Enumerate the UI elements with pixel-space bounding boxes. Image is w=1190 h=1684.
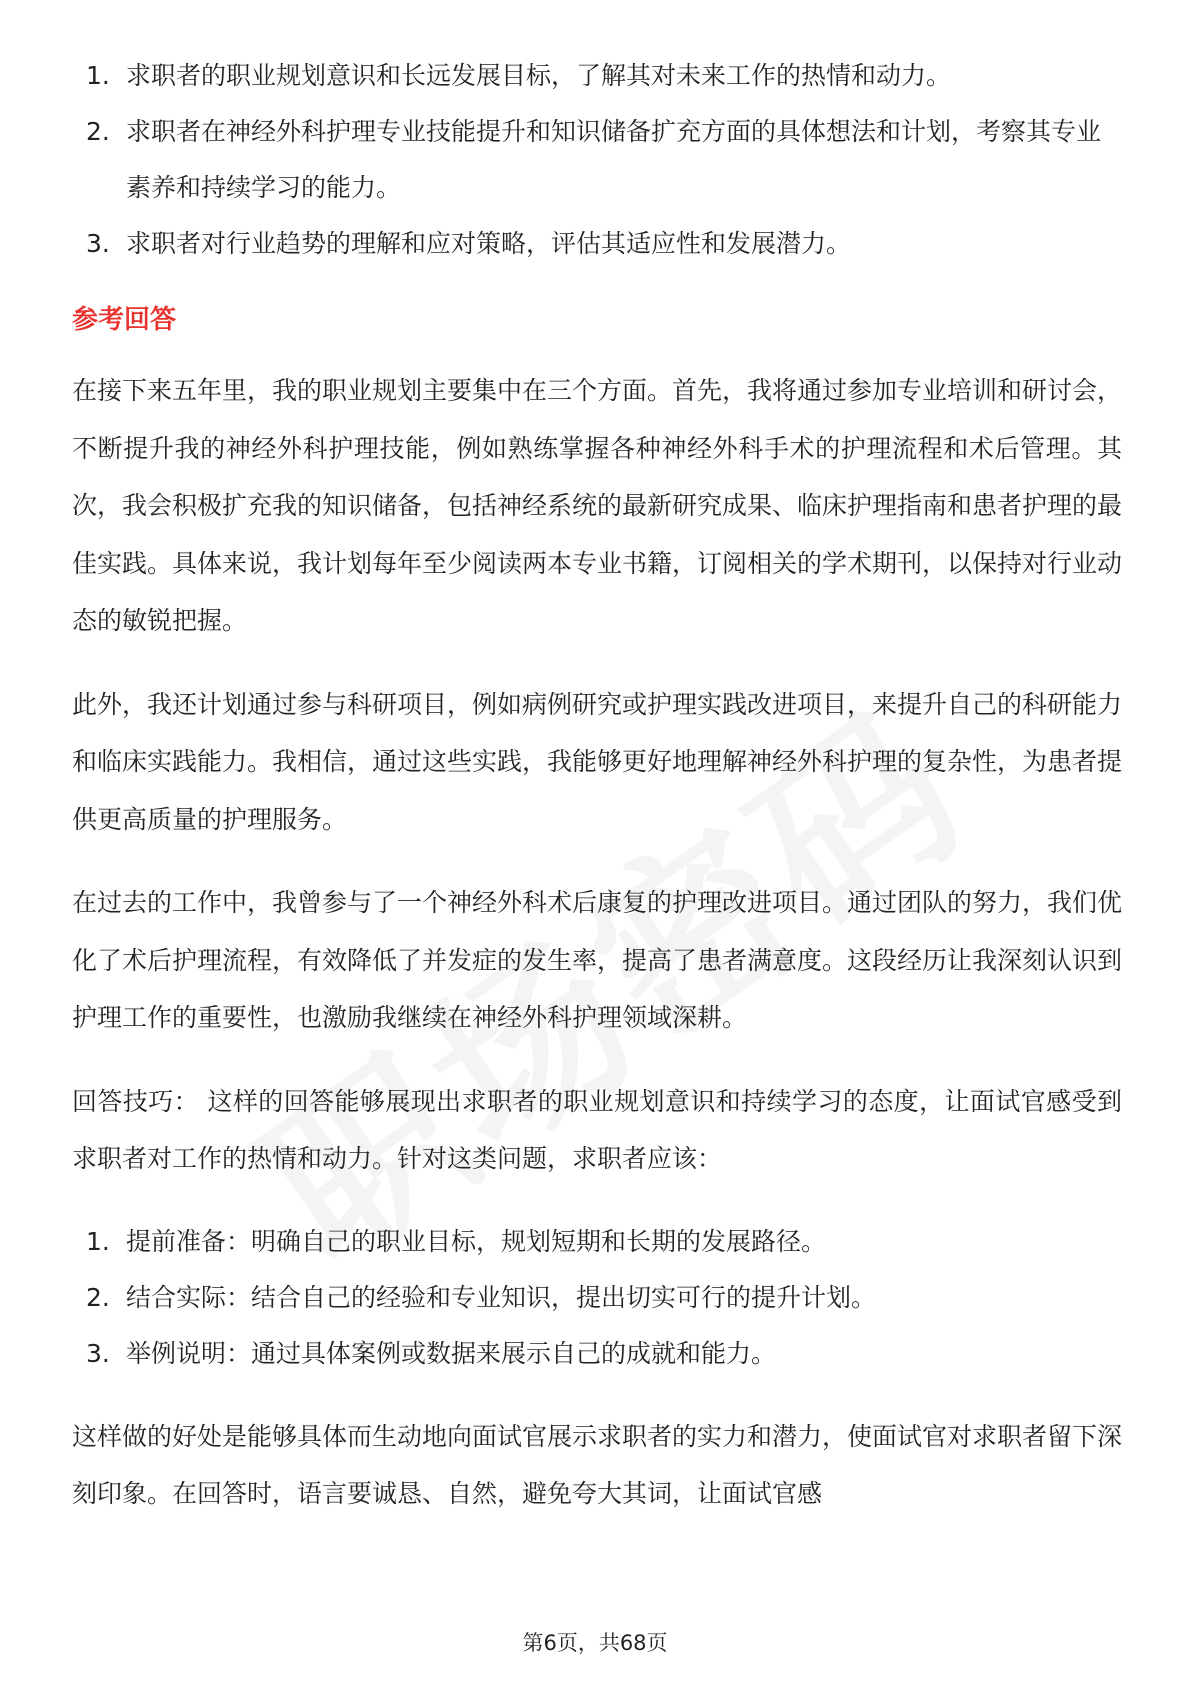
list-item: [72, 1214, 1122, 1270]
list-item: [72, 48, 1122, 104]
list-item-text: 提前准备：明确自己的职业目标，规划短期和长期的发展路径。: [126, 1226, 827, 1256]
list-item: [72, 1270, 1122, 1326]
list-number: 2.: [86, 117, 110, 146]
list-item: [72, 1326, 1122, 1382]
list-number: 1.: [86, 1226, 110, 1256]
list-item-text: 举例说明：通过具体案例或数据来展示自己的成就和能力。: [126, 1338, 777, 1368]
list-item: [72, 104, 1122, 216]
tips-list: [72, 1214, 1122, 1382]
answer-paragraph: 在接下来五年里，我的职业规划主要集中在三个方面。首先，我将通过参加专业培训和研讨会，不断提升我的神经外科护理技能，例如熟练掌握各种神经外科手术的护理流程和术后管理。其次，我会积极扩充我的知识储备，包括神经系统的最新研究成果、临床护理指南和患者护理的最佳实践。具体来说，我计划每年至少阅读两本专业书籍，订阅相关的学术期刊，以保持对行业动态的敏锐把握。: [72, 376, 1123, 635]
list-number: 2.: [86, 1282, 110, 1312]
answer-paragraph: 此外，我还计划通过参与科研项目，例如病例研究或护理实践改进项目，来提升自己的科研能力和临床实践能力。我相信，通过这些实践，我能够更好地理解神经外科护理的复杂性，为患者提供更高质量的护理服务。: [72, 689, 1123, 834]
list-number: 3.: [86, 1338, 110, 1368]
list-item: [72, 216, 1122, 272]
closing-paragraph: 这样做的好处是能够具体而生动地向面试官展示求职者的实力和潜力，使面试官对求职者留下深刻印象。在回答时，语言要诚恳、自然，避免夸大其词，让面试官感: [72, 1421, 1123, 1508]
list-number: 3.: [86, 229, 110, 258]
list-item-text: 求职者的职业规划意识和长远发展目标，了解其对未来工作的热情和动力。: [126, 61, 952, 90]
page-number-footer: 第6页，共68页: [522, 1631, 668, 1655]
tips-paragraph: 回答技巧： 这样的回答能够展现出求职者的职业规划意识和持续学习的态度，让面试官感受到求职者对工作的热情和动力。针对这类问题，求职者应该：: [72, 1086, 1122, 1173]
list-item-text: 求职者对行业趋势的理解和应对策略，评估其适应性和发展潜力。: [126, 229, 852, 258]
list-item-text: 结合实际：结合自己的经验和专业知识，提出切实可行的提升计划。: [126, 1282, 877, 1312]
list-item-text: 求职者在神经外科护理专业技能提升和知识储备扩充方面的具体想法和计划，考察其专业素养和持续学习的能力。: [126, 117, 1102, 202]
list-number: 1.: [86, 61, 110, 90]
document-page: [72, 48, 1122, 1549]
answer-paragraph: 在过去的工作中，我曾参与了一个神经外科术后康复的护理改进项目。通过团队的努力，我们优化了术后护理流程，有效降低了并发症的发生率，提高了患者满意度。这段经历让我深刻认识到护理工作的重要性，也激励我继续在神经外科护理领域深耕。: [72, 888, 1123, 1032]
reference-answer-heading: 参考回答: [72, 305, 177, 335]
evaluation-points-list: [72, 48, 1122, 272]
